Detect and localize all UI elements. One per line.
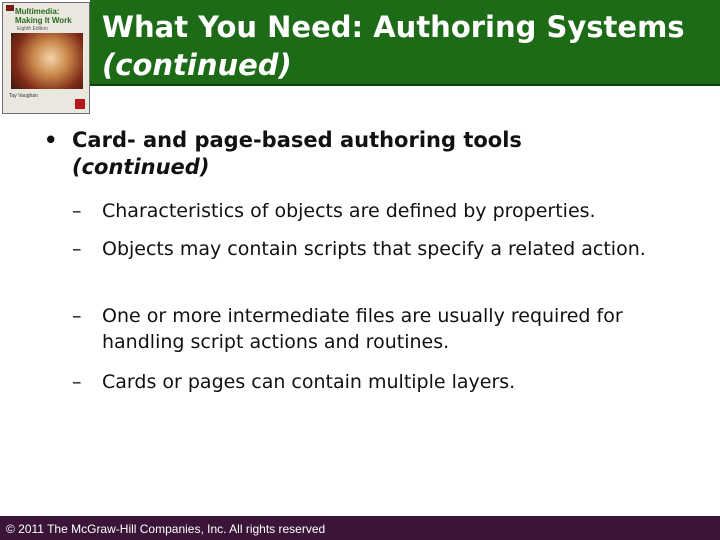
dash-icon: –: [72, 238, 82, 260]
book-cover-image: [2, 2, 90, 114]
publisher-logo-icon: [75, 99, 85, 109]
publisher-badge-icon: [6, 5, 14, 11]
copyright-text: © 2011 The McGraw-Hill Companies, Inc. All rights reserved: [6, 522, 326, 536]
sub-bullet-text: One or more intermediate files are usually required for handling script actions and routines.: [102, 305, 623, 353]
sub-bullet-text: Cards or pages can contain multiple layers.: [102, 371, 516, 393]
cover-artwork: [11, 33, 83, 89]
dash-icon: –: [72, 371, 82, 393]
slide-header: [0, 0, 720, 86]
cover-author: Tay Vaughan: [9, 93, 38, 99]
slide-title-line1: What You Need: Authoring Systems: [102, 10, 685, 44]
bullet-text: [72, 127, 672, 181]
bullet-icon: •: [44, 128, 58, 152]
dash-icon: –: [72, 305, 82, 327]
slide-title-line2: (continued): [102, 48, 292, 82]
slide-footer: [0, 516, 720, 540]
cover-title: Multimedia: Making It Work: [15, 7, 72, 25]
slide-title: [102, 8, 712, 84]
sub-bullet-text: Objects may contain scripts that specify a related action.: [102, 238, 646, 260]
sub-bullet-text: Characteristics of objects are defined by properties.: [102, 200, 596, 222]
cover-edition: Eighth Edition: [17, 26, 48, 32]
bullet-continued-text: (continued): [72, 155, 210, 179]
dash-icon: –: [72, 200, 82, 222]
bullet-main-text: Card- and page-based authoring tools: [72, 128, 522, 152]
